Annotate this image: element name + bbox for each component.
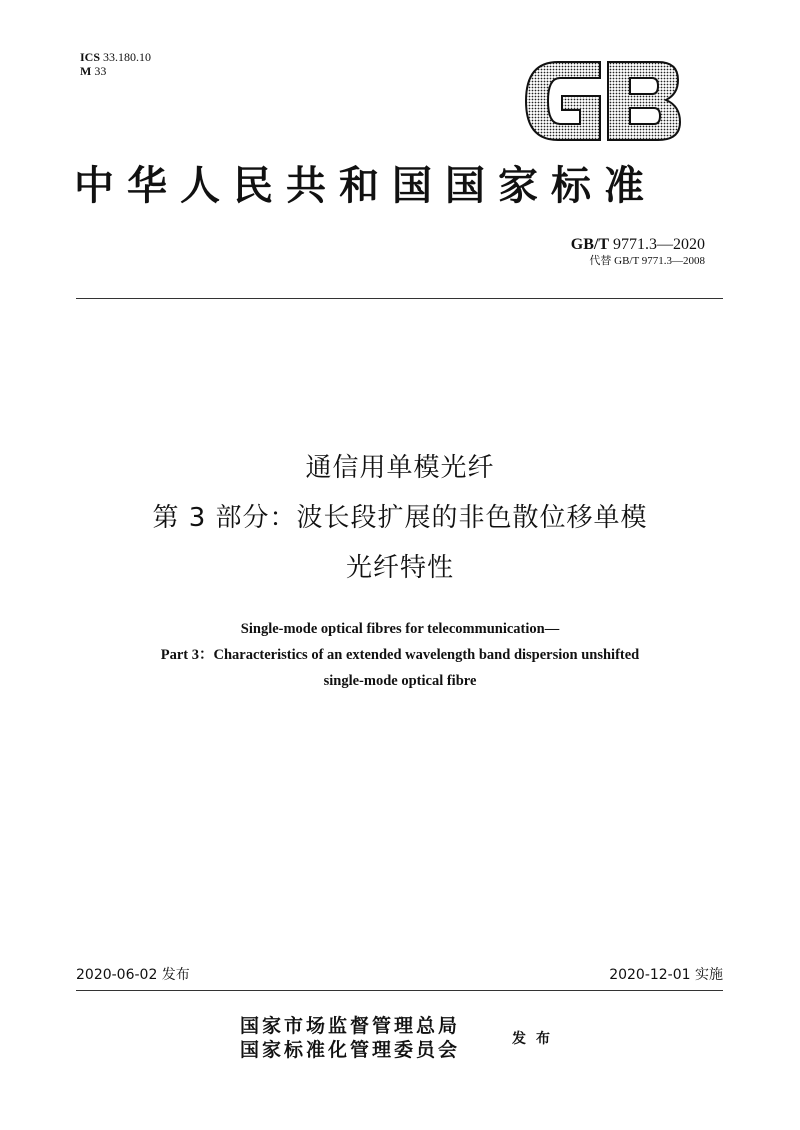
ics-label: ICS xyxy=(80,50,101,64)
publishers-block xyxy=(240,1014,460,1062)
title-en-line-2: Part 3：Characteristics of an extended wavelength band dispersion unshifted xyxy=(160,647,640,663)
classification-codes xyxy=(80,50,151,78)
ics-value: 33.180.10 xyxy=(103,50,152,64)
issue-date: 2020-06-02 发布 xyxy=(76,967,190,983)
gb-logo-text: GB xyxy=(522,56,524,57)
implementation-date: 2020-12-01 实施 xyxy=(609,967,723,983)
standard-type-title: 中华人民共和国国家标准 xyxy=(74,162,657,209)
title-en-line-1: Single-mode optical fibres for telecommunication— xyxy=(240,621,560,637)
publish-label: 发布 xyxy=(512,1031,560,1047)
footer-divider xyxy=(76,990,723,991)
standard-code: 9771.3—2020 xyxy=(613,236,705,253)
standard-number xyxy=(571,236,705,254)
ics-code xyxy=(80,50,151,64)
gb-logo-icon xyxy=(522,56,684,146)
ccs-value: 33 xyxy=(94,64,107,78)
standard-number-block xyxy=(571,236,705,268)
ccs-label: M xyxy=(80,64,92,78)
title-cn-line-2: 第 3 部分：波长段扩展的非色散位移单模 xyxy=(152,503,648,533)
header-divider xyxy=(76,298,723,299)
publisher-sac: 国家标准化管理委员会 xyxy=(240,1039,461,1061)
standard-prefix: GB/T xyxy=(570,236,609,253)
replaces-note: 代替 GB/T 9771.3—2008 xyxy=(589,255,705,267)
title-cn-line-1: 通信用单模光纤 xyxy=(305,453,495,483)
publisher-samr: 国家市场监督管理总局 xyxy=(240,1015,461,1037)
title-en-line-3: single-mode optical fibre xyxy=(323,673,477,689)
title-cn-line-3: 光纤特性 xyxy=(345,553,454,583)
ccs-code xyxy=(80,64,151,78)
